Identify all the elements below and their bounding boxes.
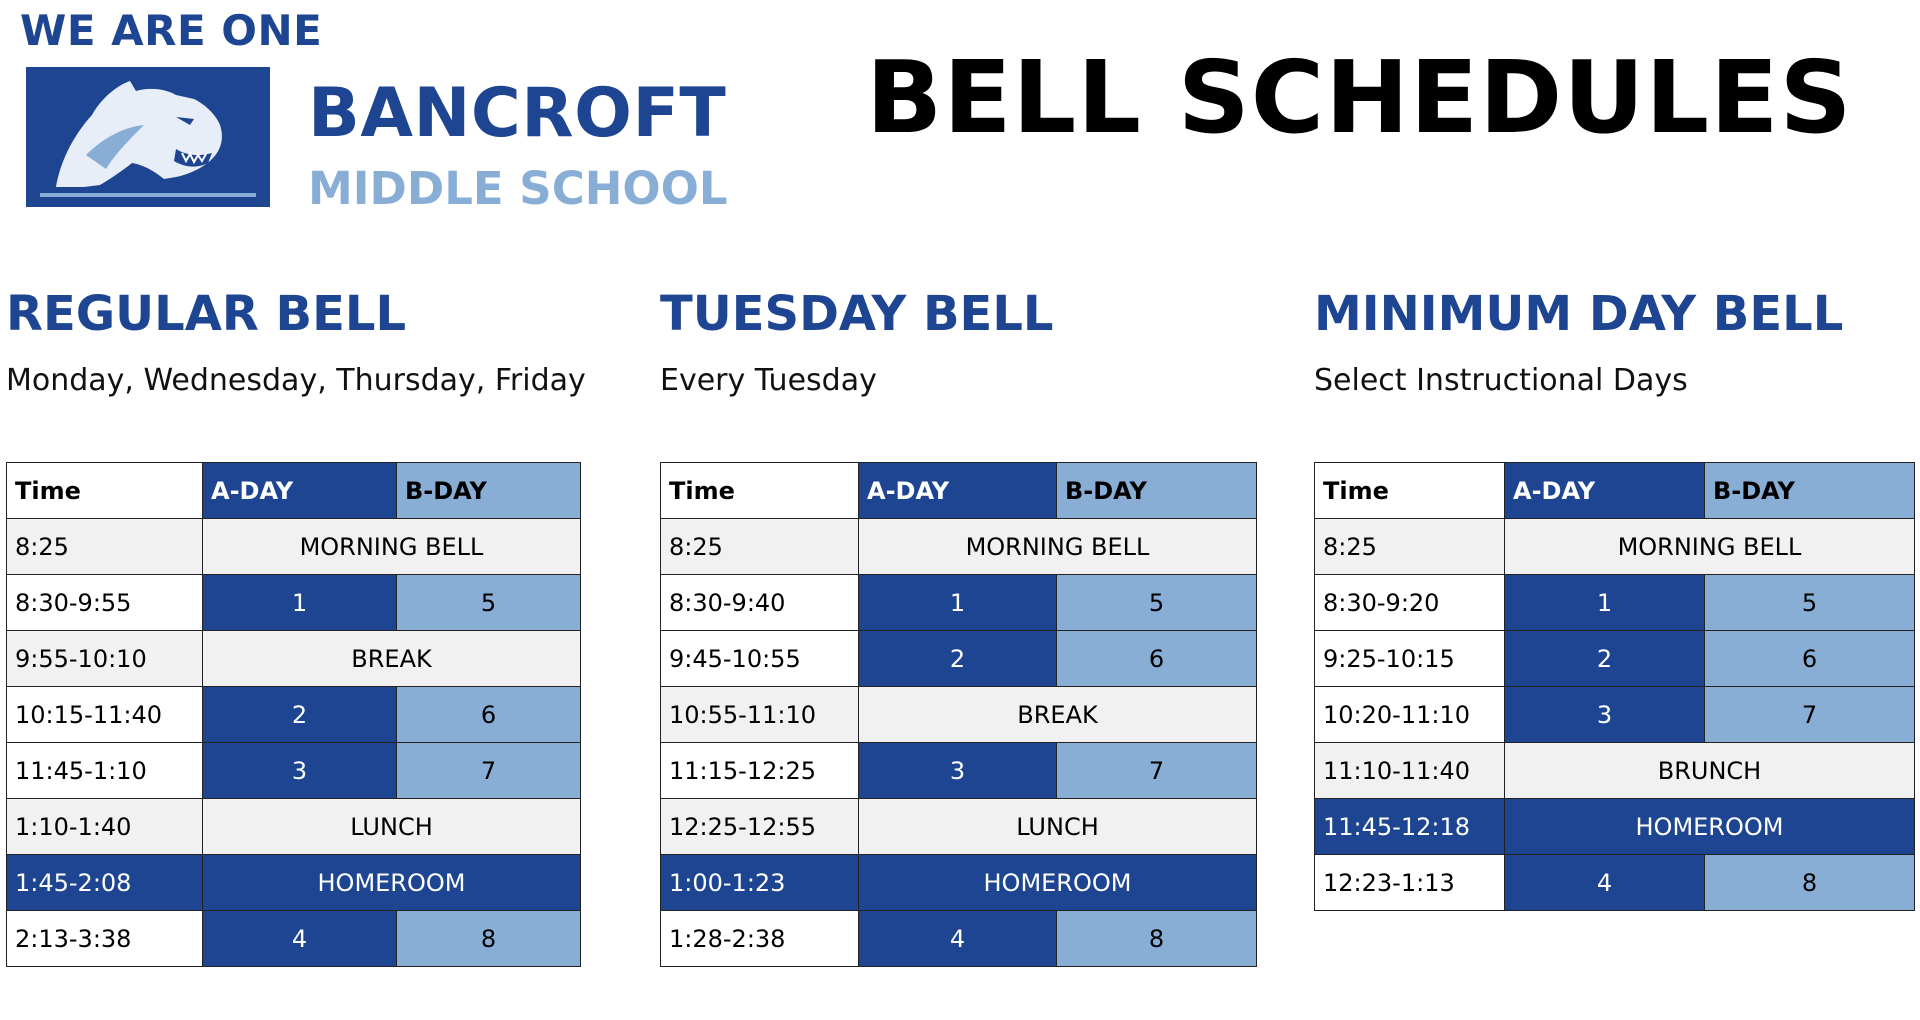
time-cell: 11:15-12:25: [661, 743, 859, 799]
time-header: Time: [7, 463, 203, 519]
a-day-period-cell: 3: [1505, 687, 1705, 743]
schedule-table-tuesday: [660, 462, 1257, 967]
time-cell: 11:10-11:40: [1315, 743, 1505, 799]
time-cell: 11:45-1:10: [7, 743, 203, 799]
a-day-period-cell: 2: [203, 687, 397, 743]
schedule-row: [1315, 743, 1915, 799]
event-cell: BREAK: [203, 631, 581, 687]
section-tuesday-bell: [660, 286, 1054, 398]
b-day-period-cell: 8: [1057, 911, 1257, 967]
panther-icon: [26, 67, 270, 207]
school-name: BANCROFT: [308, 74, 727, 153]
time-cell: 1:45-2:08: [7, 855, 203, 911]
homeroom-cell: HOMEROOM: [1505, 799, 1915, 855]
header-row: [1315, 463, 1915, 519]
event-cell: MORNING BELL: [203, 519, 581, 575]
time-cell: 8:25: [661, 519, 859, 575]
schedule-row: [1315, 575, 1915, 631]
b-day-period-cell: 8: [397, 911, 581, 967]
b-day-period-cell: 7: [397, 743, 581, 799]
tagline: WE ARE ONE: [20, 6, 323, 55]
a-day-period-cell: 4: [1505, 855, 1705, 911]
section-title: MINIMUM DAY BELL: [1314, 286, 1844, 342]
time-cell: 1:00-1:23: [661, 855, 859, 911]
b-day-header: B-DAY: [1057, 463, 1257, 519]
header-row: [7, 463, 581, 519]
time-cell: 8:25: [1315, 519, 1505, 575]
a-day-period-cell: 2: [859, 631, 1057, 687]
b-day-header: B-DAY: [397, 463, 581, 519]
time-header: Time: [661, 463, 859, 519]
time-cell: 12:25-12:55: [661, 799, 859, 855]
page-title: BELL SCHEDULES: [866, 39, 1853, 156]
time-cell: 8:30-9:40: [661, 575, 859, 631]
b-day-period-cell: 6: [1057, 631, 1257, 687]
a-day-period-cell: 1: [859, 575, 1057, 631]
time-cell: 1:10-1:40: [7, 799, 203, 855]
time-cell: 10:20-11:10: [1315, 687, 1505, 743]
a-day-period-cell: 1: [1505, 575, 1705, 631]
time-cell: 8:25: [7, 519, 203, 575]
a-day-header: A-DAY: [859, 463, 1057, 519]
schedule-row: [661, 575, 1257, 631]
b-day-header: B-DAY: [1705, 463, 1915, 519]
time-cell: 11:45-12:18: [1315, 799, 1505, 855]
schedule-row: [7, 799, 581, 855]
time-cell: 8:30-9:55: [7, 575, 203, 631]
event-cell: MORNING BELL: [859, 519, 1257, 575]
homeroom-cell: HOMEROOM: [203, 855, 581, 911]
schedule-row: [661, 855, 1257, 911]
schedule-row: [661, 743, 1257, 799]
a-day-period-cell: 1: [203, 575, 397, 631]
schedule-row: [1315, 799, 1915, 855]
section-title: TUESDAY BELL: [660, 286, 1054, 342]
b-day-period-cell: 7: [1057, 743, 1257, 799]
schedule-row: [661, 631, 1257, 687]
section-minimum-day-bell: [1314, 286, 1844, 398]
time-cell: 10:15-11:40: [7, 687, 203, 743]
schedule-row: [7, 687, 581, 743]
time-cell: 1:28-2:38: [661, 911, 859, 967]
schedule-table-minimum: [1314, 462, 1915, 911]
schedule-row: [7, 631, 581, 687]
event-cell: MORNING BELL: [1505, 519, 1915, 575]
schedule-row: [7, 575, 581, 631]
homeroom-cell: HOMEROOM: [859, 855, 1257, 911]
schedule-row: [7, 911, 581, 967]
time-cell: 10:55-11:10: [661, 687, 859, 743]
section-subtitle: Select Instructional Days: [1314, 363, 1688, 398]
a-day-period-cell: 4: [203, 911, 397, 967]
a-day-period-cell: 3: [859, 743, 1057, 799]
time-cell: 12:23-1:13: [1315, 855, 1505, 911]
time-cell: 2:13-3:38: [7, 911, 203, 967]
event-cell: BREAK: [859, 687, 1257, 743]
schedule-row: [1315, 855, 1915, 911]
event-cell: BRUNCH: [1505, 743, 1915, 799]
school-subtitle: MIDDLE SCHOOL: [308, 162, 728, 215]
schedule-row: [661, 799, 1257, 855]
a-day-header: A-DAY: [203, 463, 397, 519]
school-logo: [26, 67, 270, 207]
schedule-row: [1315, 687, 1915, 743]
b-day-period-cell: 5: [1705, 575, 1915, 631]
schedule-row: [7, 519, 581, 575]
header-row: [661, 463, 1257, 519]
time-cell: 9:45-10:55: [661, 631, 859, 687]
time-cell: 9:25-10:15: [1315, 631, 1505, 687]
schedule-row: [7, 743, 581, 799]
schedule-row: [661, 519, 1257, 575]
a-day-period-cell: 4: [859, 911, 1057, 967]
schedule-row: [7, 855, 581, 911]
schedule-row: [661, 687, 1257, 743]
section-regular-bell: [6, 286, 586, 398]
a-day-period-cell: 2: [1505, 631, 1705, 687]
b-day-period-cell: 6: [1705, 631, 1915, 687]
section-subtitle: Monday, Wednesday, Thursday, Friday: [6, 363, 586, 398]
event-cell: LUNCH: [859, 799, 1257, 855]
b-day-period-cell: 6: [397, 687, 581, 743]
b-day-period-cell: 5: [397, 575, 581, 631]
time-cell: 8:30-9:20: [1315, 575, 1505, 631]
a-day-header: A-DAY: [1505, 463, 1705, 519]
section-subtitle: Every Tuesday: [660, 363, 877, 398]
event-cell: LUNCH: [203, 799, 581, 855]
section-title: REGULAR BELL: [6, 286, 407, 342]
schedule-row: [1315, 631, 1915, 687]
time-cell: 9:55-10:10: [7, 631, 203, 687]
b-day-period-cell: 8: [1705, 855, 1915, 911]
schedule-table-regular: [6, 462, 581, 967]
b-day-period-cell: 5: [1057, 575, 1257, 631]
schedule-row: [661, 911, 1257, 967]
schedule-row: [1315, 519, 1915, 575]
b-day-period-cell: 7: [1705, 687, 1915, 743]
a-day-period-cell: 3: [203, 743, 397, 799]
time-header: Time: [1315, 463, 1505, 519]
